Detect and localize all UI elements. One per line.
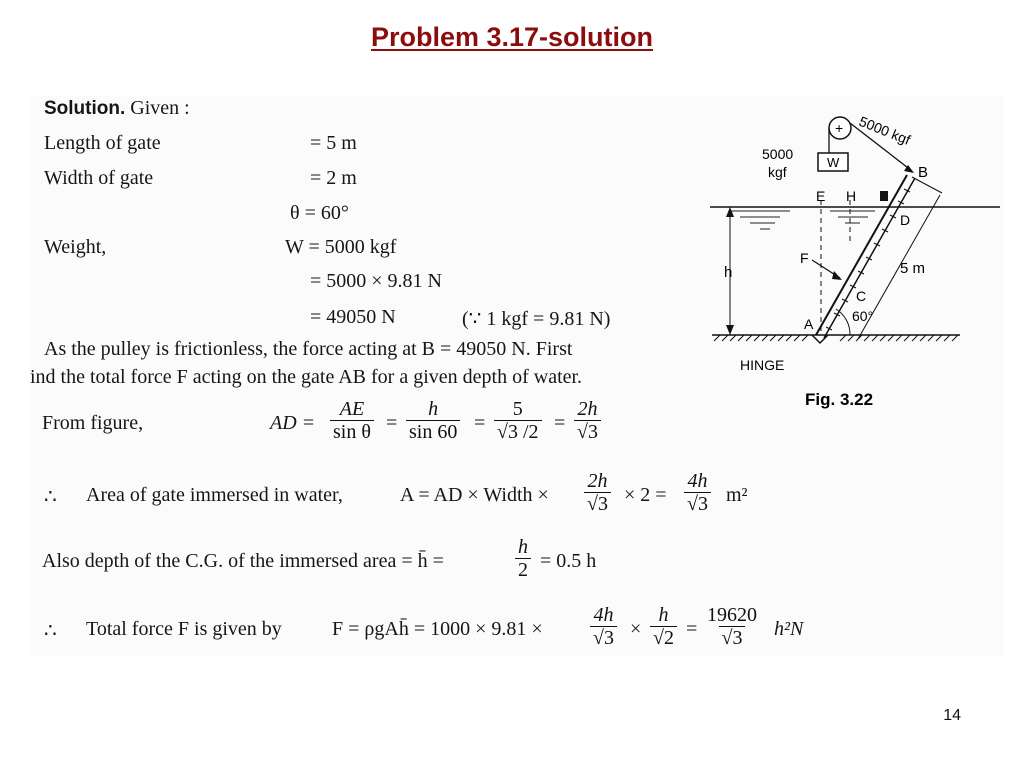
numerator: AE (339, 398, 365, 420)
label-hinge: HINGE (740, 357, 785, 373)
label-d: D (900, 212, 911, 228)
cg-result: = 0.5 h (540, 550, 597, 572)
equals-sign: = (686, 618, 698, 640)
weight-box-label: W (827, 155, 840, 170)
numerator: 2h (587, 470, 608, 492)
numerator: h (518, 536, 528, 558)
label-h-depth: h (724, 264, 733, 281)
denominator: √2 (650, 626, 677, 649)
label-b: B (918, 164, 929, 181)
numerator: 19620 (707, 604, 757, 626)
slide-title: Problem 3.17-solution (370, 22, 654, 52)
pulley-text-line: ind the total force F acting on the gate AB for a given depth of water. (30, 366, 583, 388)
denominator: sin 60 (406, 420, 460, 443)
kgf-note: (∵ 1 kgf = 9.81 N) (462, 308, 611, 330)
label-e: E (816, 188, 826, 204)
denominator: √3 (719, 626, 746, 649)
rope-label: 5000 kgf (856, 112, 913, 148)
numerator: 4h (593, 604, 614, 626)
solution-heading: Solution. (44, 98, 126, 119)
force-expression: F = ρgAh̄ = 1000 × 9.81 × (332, 618, 543, 640)
page-number: 14 (943, 707, 961, 724)
area-expression: A = AD × Width × (400, 484, 549, 506)
therefore-symbol: ∴ (44, 620, 57, 642)
weight-label: 5000 (762, 146, 794, 162)
solution-heading-line (44, 97, 190, 120)
given-row-value: θ = 60° (290, 202, 349, 224)
pulley-plus: + (835, 120, 844, 136)
fraction (590, 604, 617, 649)
given-row-label: Width of gate (44, 167, 154, 189)
label-c: C (856, 288, 867, 304)
pulley-text-line: As the pulley is frictionless, the force acting at B = 49050 N. First (44, 338, 573, 360)
equals-sign: = (554, 412, 566, 434)
given-row-label: Weight, (44, 236, 107, 258)
label-a: A (804, 316, 814, 332)
area-unit: m² (726, 484, 748, 506)
denominator: √3 /2 (494, 420, 542, 443)
fraction (650, 604, 677, 649)
fraction (406, 398, 460, 443)
denominator: √3 (590, 626, 617, 649)
given-row-value: = 49050 N (310, 306, 396, 328)
weight-label: kgf (768, 164, 787, 180)
force-text: Total force F is given by (86, 618, 282, 640)
numerator: h (658, 604, 669, 626)
fraction (574, 398, 601, 443)
given-row-value: = 2 m (310, 167, 357, 189)
label-h: H (846, 188, 857, 204)
given-row-label: Length of gate (44, 132, 161, 154)
numerator: h (428, 398, 439, 420)
fraction (494, 398, 542, 443)
denominator: sin θ (330, 420, 374, 443)
fraction (330, 398, 374, 443)
area-mid: × 2 = (624, 484, 667, 506)
numerator: 2h (577, 398, 598, 420)
fraction (704, 604, 760, 649)
fraction (684, 470, 711, 515)
denominator: √3 (684, 492, 711, 515)
cg-text: Also depth of the C.G. of the immersed area = h̄ = (42, 550, 444, 572)
label-f: F (800, 250, 809, 266)
equals-sign: = (474, 412, 486, 434)
times-sign: × (630, 618, 642, 640)
denominator: √3 (574, 420, 601, 443)
given-label: Given : (130, 97, 190, 119)
from-figure-label: From figure, (42, 412, 144, 434)
numerator: 4h (687, 470, 708, 492)
denominator: √3 (584, 492, 611, 515)
label-angle: 60° (852, 308, 874, 324)
force-unit: h²N (774, 618, 804, 640)
area-text: Area of gate immersed in water, (86, 484, 343, 506)
ad-lhs: AD = (270, 412, 316, 434)
fraction (584, 470, 611, 515)
therefore-symbol: ∴ (44, 486, 57, 508)
water-waves (730, 211, 875, 229)
label-length: 5 m (900, 260, 926, 277)
ground-hatching (714, 335, 958, 341)
given-row-value: W = 5000 kgf (285, 236, 397, 258)
equals-sign: = (386, 412, 398, 434)
figure-caption: Fig. 3.22 (805, 390, 874, 409)
gate-diagram (700, 95, 1010, 425)
denominator: 2 (515, 558, 531, 581)
given-row-value: = 5 m (310, 132, 357, 154)
fraction (515, 536, 531, 581)
given-row-value: = 5000 × 9.81 N (310, 270, 443, 292)
numerator: 5 (512, 398, 523, 420)
